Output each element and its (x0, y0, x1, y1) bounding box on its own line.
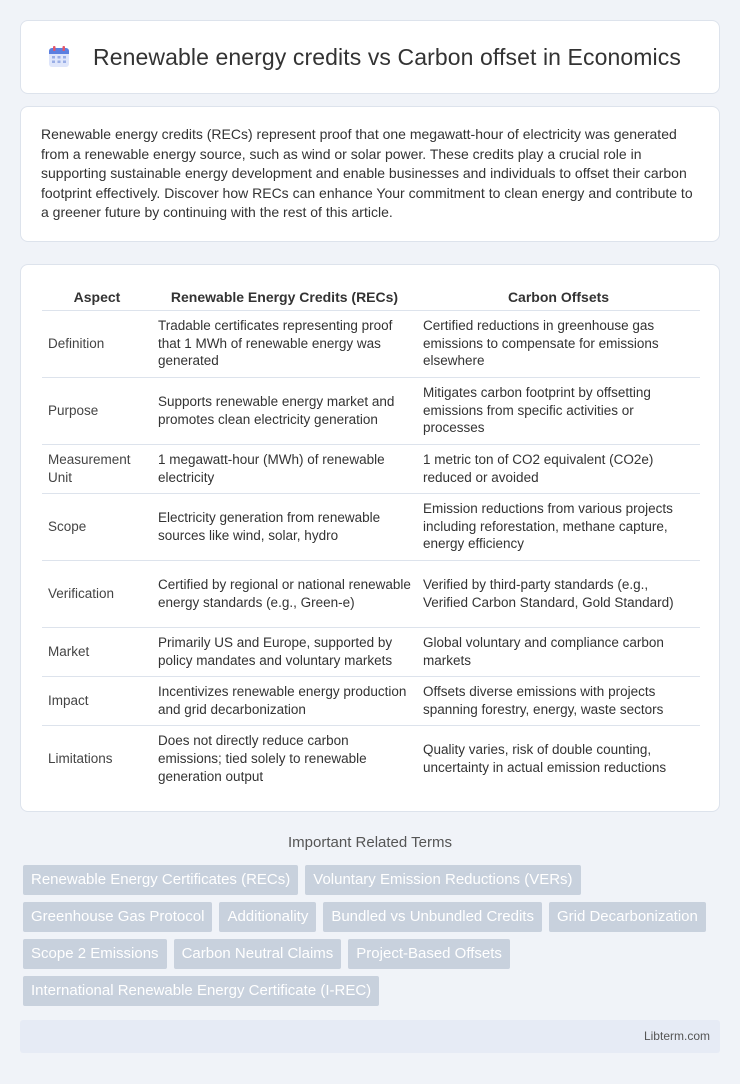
table-row (42, 444, 700, 493)
comparison-table-card (20, 264, 720, 812)
aspect-cell: Definition (42, 310, 152, 377)
recs-cell: Certified by regional or national renewable energy standards (e.g., Green-e) (152, 560, 417, 627)
header-aspect: Aspect (42, 285, 152, 310)
recs-cell: Supports renewable energy market and promotes clean electricity generation (152, 377, 417, 444)
calendar-icon (47, 45, 71, 69)
footer-site-link[interactable]: Libterm.com (643, 1029, 710, 1043)
table-row (42, 676, 700, 725)
footer (20, 1020, 720, 1053)
intro-paragraph: Renewable energy credits (RECs) represent proof that one megawatt-hour of electricity was generated from a renewable energy source, such as wind or solar power. These credits play a crucial role in supporting sustainable energy development and enable businesses and individuals to offset their carbon footprint effectively. Discover how RECs can enhance Your commitment to clean energy and contribute to a greener future by continuing with the rest of this article. (41, 126, 693, 221)
offsets-cell: Global voluntary and compliance carbon markets (417, 627, 700, 676)
offsets-cell: Offsets diverse emissions with projects spanning forestry, energy, waste sectors (417, 676, 700, 725)
aspect-cell: Limitations (48, 750, 113, 766)
table-row (42, 725, 700, 792)
related-term-tag[interactable]: Voluntary Emission Reductions (VERs) (305, 865, 580, 895)
table-row (42, 377, 700, 444)
header-carbon-offsets: Carbon Offsets (417, 285, 700, 310)
aspect-cell: Purpose (42, 377, 152, 444)
intro-card (20, 106, 720, 242)
table-header-row (42, 285, 700, 310)
recs-cell: Tradable certificates representing proof that 1 MWh of renewable energy was generated (152, 310, 417, 377)
recs-cell: Incentivizes renewable energy production and grid decarbonization (152, 676, 417, 725)
related-term-tag[interactable]: International Renewable Energy Certificate (I-REC) (23, 976, 379, 1006)
aspect-cell: Market (42, 627, 152, 676)
header-recs: Renewable Energy Credits (RECs) (152, 285, 417, 310)
comparison-table (42, 285, 700, 792)
offsets-cell: Quality varies, risk of double counting, uncertainty in actual emission reductions (423, 742, 667, 775)
related-term-tag[interactable]: Project-Based Offsets (348, 939, 510, 969)
page-title: Renewable energy credits vs Carbon offset in Economics (93, 43, 681, 70)
offsets-cell: Certified reductions in greenhouse gas emissions to compensate for emissions elsewhere (417, 310, 700, 377)
aspect-cell: Measurement Unit (42, 444, 152, 493)
recs-cell: Electricity generation from renewable sources like wind, solar, hydro (152, 493, 417, 560)
related-term-tag[interactable]: Scope 2 Emissions (23, 939, 167, 969)
aspect-cell: Verification (42, 560, 152, 627)
related-term-tag[interactable]: Renewable Energy Certificates (RECs) (23, 865, 298, 895)
recs-cell: Does not directly reduce carbon emissions; tied solely to renewable generation output (158, 733, 367, 784)
related-terms-title: Important Related Terms (288, 834, 452, 851)
table-row (42, 627, 700, 676)
aspect-cell: Impact (42, 676, 152, 725)
table-row (42, 493, 700, 560)
recs-cell: Primarily US and Europe, supported by policy mandates and voluntary markets (152, 627, 417, 676)
related-term-tag[interactable]: Grid Decarbonization (549, 902, 706, 932)
table-row (42, 310, 700, 377)
offsets-cell: 1 metric ton of CO2 equivalent (CO2e) reduced or avoided (417, 444, 700, 493)
related-term-tag[interactable]: Greenhouse Gas Protocol (23, 902, 212, 932)
header-card (20, 20, 720, 94)
table-row (42, 560, 700, 627)
offsets-cell: Verified by third-party standards (e.g., Verified Carbon Standard, Gold Standard) (417, 560, 700, 627)
offsets-cell: Mitigates carbon footprint by offsetting emissions from specific activities or processes (417, 377, 700, 444)
recs-cell: 1 megawatt-hour (MWh) of renewable electricity (152, 444, 417, 493)
related-term-tag[interactable]: Bundled vs Unbundled Credits (323, 902, 542, 932)
related-terms-list (23, 865, 719, 1006)
related-term-tag[interactable]: Additionality (219, 902, 316, 932)
related-term-tag[interactable]: Carbon Neutral Claims (174, 939, 342, 969)
offsets-cell: Emission reductions from various projects including reforestation, methane capture, energy efficiency (417, 493, 700, 560)
aspect-cell: Scope (42, 493, 152, 560)
